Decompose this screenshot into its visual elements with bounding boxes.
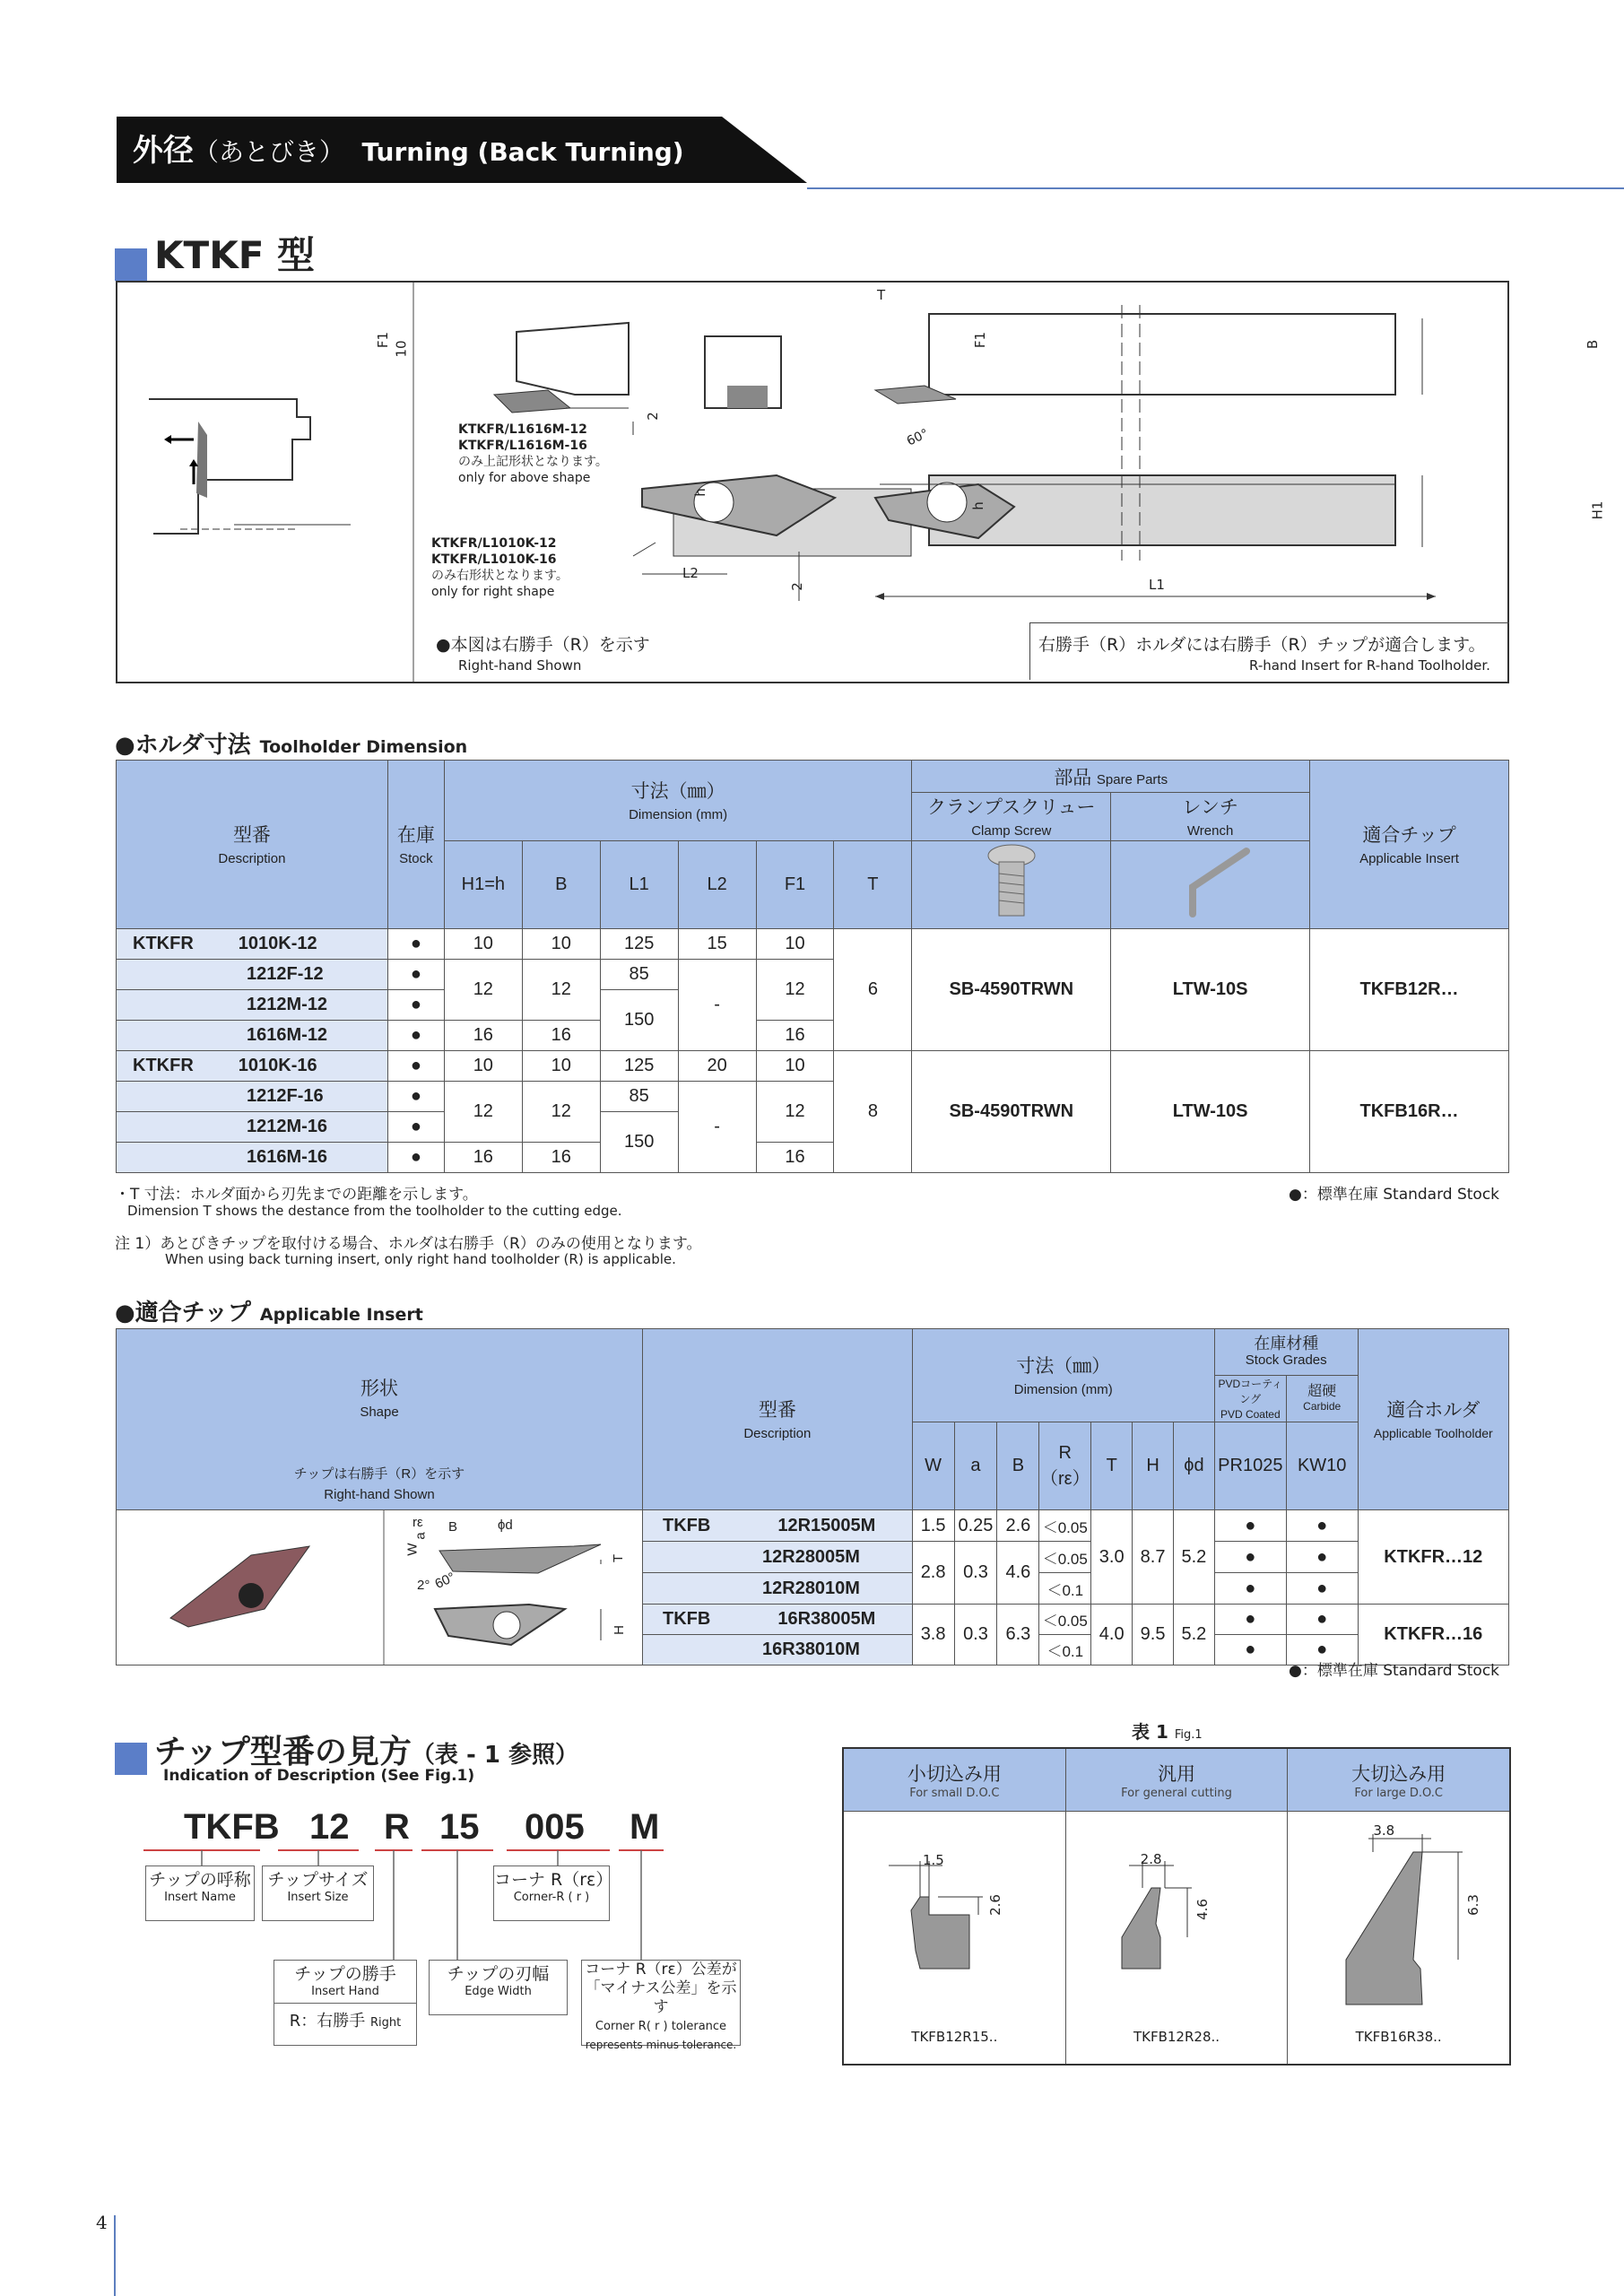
holder-section-title: ●ホルダ寸法 Toolholder Dimension [115, 732, 468, 759]
shape-note-2: KTKFR/L1010K-12 KTKFR/L1010K-16 のみ右形状となります。 only for right shape [431, 536, 569, 599]
fig1-col-general: 2.8 4.6 TKFB12R28.. [1066, 1812, 1289, 2064]
header-rule [807, 187, 1624, 189]
box-insert-size: チップサイズ Insert Size [262, 1866, 374, 1921]
right-hand-note-en: Right-hand Shown [458, 657, 582, 674]
box-insert-name: チップの呼称 Insert Name [145, 1866, 255, 1921]
code-m: M [630, 1807, 660, 1847]
box-insert-hand: チップの勝手 Insert Hand R：右勝手 Right [274, 1960, 417, 2046]
r-insert-note: 右勝手（R）ホルダには右勝手（R）チップが適合します。 [1038, 635, 1486, 655]
dim-H1: H1 [1589, 500, 1606, 520]
code-r: R [384, 1807, 410, 1847]
dim-B: B [1585, 339, 1602, 350]
fig1-col-small: 1.5 2.6 TKFB12R15.. [844, 1812, 1066, 2064]
r-insert-note-en: R-hand Insert for R-hand Toolholder. [1249, 657, 1490, 674]
insert-section-title: ●適合チップ Applicable Insert [115, 1300, 423, 1326]
header-title: 外径（あとびき） Turning (Back Turning) [133, 133, 684, 169]
note-1-en: When using back turning insert, only right hand toolholder (R) is applicable. [165, 1251, 676, 1267]
dim-L2: L2 [682, 565, 699, 581]
dim-F1-right: F1 [972, 331, 989, 349]
dim-T: T [877, 287, 886, 303]
page-number: 4 [96, 2212, 108, 2233]
note-1: 注 1）あとびきチップを取付ける場合、ホルダは右勝手（R）のみの使用となります。 [115, 1235, 702, 1253]
howto-title-en: Indication of Description (See Fig.1) [163, 1767, 475, 1785]
page-rule [114, 2215, 116, 2296]
shape-note-1: KTKFR/L1616M-12 KTKFR/L1616M-16 のみ上記形状となります。 only for above shape [458, 422, 608, 485]
wrench-image [1111, 841, 1310, 929]
code-15: 15 [439, 1807, 480, 1847]
std-stock-1: ●：標準在庫 Standard Stock [1289, 1186, 1500, 1204]
insert-shape-cell: B ϕd W a rε T H 60° 2° [117, 1510, 643, 1665]
clamp-screw-image [912, 841, 1111, 929]
dim-h-right: h [969, 501, 986, 510]
note-t: ・T 寸法：ホルダ面から刃先までの距離を示します。 [115, 1186, 478, 1204]
insert-drawing [117, 1510, 642, 1665]
dim-2: 2 [644, 412, 661, 421]
code-005: 005 [525, 1807, 585, 1847]
right-hand-note: ●本図は右勝手（R）を示す [436, 635, 650, 655]
fig1-col-large: 3.8 6.3 TKFB16R38.. [1288, 1812, 1509, 2064]
fig1-box: 小切込み用 For small D.O.C 汎用 For general cutting 大切込み用 For large D.O.C 1.5 2.6 TKFB12R15.. 2.8 4.6 TKFB12R28.. 3.8 6.3 TKFB16R38.. [842, 1747, 1511, 2066]
code-tkfb: TKFB [184, 1807, 280, 1847]
fig1-title: 表 1 Fig.1 [1132, 1721, 1203, 1743]
insert-table: 形状 Shape チップは右勝手（R）を示す Right-hand Shown 型番 Description 寸法（㎜） Dimension (mm) 在庫材種 Stock Grades 適合ホルダ Applicable Toolholder PVDコーティング PVD Coated 超硬 Carbide W a B R（rε） T H ϕd PR1025 KW10 B ϕd W a rε T H 60° 2° TKFB 12R15005M 1.5 0.25 2.6 ＜0.05 3.0 8.7 5.2 ● ● KTKFR…12 12R28005M 2.8 0.3 4.6 ＜0.05 ● ● 12R28010M ＜0.1 ● ● TKFB 16R38005M 3.8 0.3 6.3 ＜0.05 4.0 9.5 5.2 ● ● KTKFR…16 16R38010M ＜0.1 ● ● [116, 1328, 1509, 1665]
dim-2b: 2 [788, 582, 805, 591]
std-stock-2: ●：標準在庫 Standard Stock [1289, 1662, 1500, 1680]
dim-h: h [691, 488, 708, 497]
dim-angle: 60° [904, 426, 932, 449]
type-title: KTKF 型 [115, 226, 315, 281]
dim-F1: F1 [375, 331, 392, 349]
holder-table: 型番 Description 在庫 Stock 寸法（㎜） Dimension (mm) 部品 Spare Parts 適合チップ Applicable Insert クランプスクリュー Clamp Screw レンチ Wrench H1=h B L1 L2 F1 T KTKFR 1010K-12 ● 10 10 125 15 10 6 SB-4590TRWN LTW-10S TKFB12R… 1212F-12 ● 12 12 85 - 12 1212M-12 ● 150 1616M-12 ● 16 16 16 KTKFR 1010K-16 ● 10 10 125 20 10 8 SB-4590TRWN LTW-10S TKFB16R… 1212F-16 ● 12 12 85 - 12 1212M-16 ● 150 1616M-16 ● 16 16 16 [116, 760, 1509, 1173]
dim-L1: L1 [1149, 577, 1165, 593]
note-t-en: Dimension T shows the destance from the toolholder to the cutting edge. [127, 1203, 622, 1219]
code-12: 12 [309, 1807, 350, 1847]
box-corner-r: コーナ R（rε） Corner-R ( r ) [493, 1866, 610, 1921]
dim-10: 10 [393, 340, 410, 358]
howto-title: チップ型番の見方（表 - 1 参照） [115, 1726, 578, 1775]
box-tolerance: コーナ R（rε）公差が 「マイナス公差」を示す Corner R( r ) tolerance represents minus tolerance. [581, 1960, 741, 2046]
drawing-box [116, 281, 1606, 683]
box-edge-width: チップの刃幅 Edge Width [429, 1960, 568, 2015]
